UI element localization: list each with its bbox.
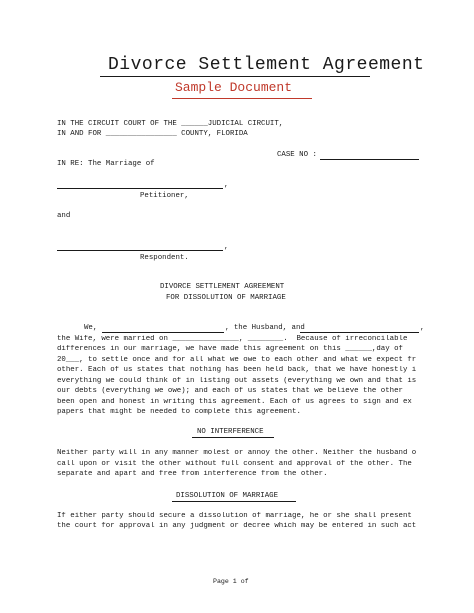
no-interference-line-2: call upon or visit the other without full consent and approval of the other. The	[57, 460, 412, 468]
petitioner-blank	[57, 188, 223, 189]
paragraph-line-3: differences in our marriage, we have made this agreement on this ______,day of	[57, 345, 403, 353]
no-interference-line-3: separate and apart and free from interference from the other.	[57, 470, 328, 478]
paragraph-line-6: everything we could think of in listing out assets (everything we own and that is	[57, 377, 417, 385]
section-heading-underline	[172, 501, 296, 502]
page-number: Page 1 of	[213, 578, 249, 585]
subtitle-underline	[172, 98, 312, 99]
title-underline	[100, 76, 370, 77]
no-interference-line-1: Neither party will in any manner molest or annoy the other. Neither the husband o	[57, 449, 417, 457]
case-number-blank	[320, 159, 419, 160]
respondent-blank	[57, 250, 223, 251]
court-line-2: IN AND FOR ________________ COUNTY, FLORIDA	[57, 130, 248, 138]
paragraph-line-9: papers that might be needed to complete this agreement.	[57, 408, 301, 416]
and-text: and	[57, 212, 71, 220]
section-heading-dissolution: DISSOLUTION OF MARRIAGE	[176, 492, 279, 500]
agreement-heading-2: FOR DISSOLUTION OF MARRIAGE	[166, 294, 286, 302]
respondent-label: Respondent.	[140, 254, 189, 262]
paragraph-line-7: our debts (everything we owe); and each of us states that we believe the other	[57, 387, 403, 395]
paragraph-line-8: been open and honest in writing this agreement. Each of us agrees to sign and ex	[57, 398, 412, 406]
paragraph-line-5: other. Each of us states that nothing has been held back, that we have honestly i	[57, 366, 417, 374]
paragraph-we: We,	[84, 324, 98, 332]
court-line-1: IN THE CIRCUIT COURT OF THE ______JUDICIAL CIRCUIT,	[57, 120, 284, 128]
document-title: Divorce Settlement Agreement	[108, 55, 425, 75]
petitioner-comma: ,	[224, 181, 229, 189]
respondent-comma: ,	[224, 243, 229, 251]
agreement-heading-1: DIVORCE SETTLEMENT AGREEMENT	[160, 283, 285, 291]
dissolution-line-1: If either party should secure a dissolution of marriage, he or she shall present	[57, 512, 412, 520]
dissolution-line-2: the court for approval in any judgment or decree which may be entered in such act	[57, 522, 417, 530]
husband-name-blank	[102, 332, 224, 333]
paragraph-line-2: the Wife, were married on _______________, ________. Because of irreconcilable	[57, 335, 408, 343]
document-subtitle: Sample Document	[175, 80, 293, 95]
petitioner-label: Petitioner,	[140, 192, 189, 200]
case-number-label: CASE NO :	[277, 151, 317, 159]
paragraph-comma: ,	[420, 324, 425, 332]
paragraph-line-4: 20___, to settle once and for all what we owe to each other and what we expect fr	[57, 356, 417, 364]
wife-name-blank	[300, 332, 419, 333]
in-re-line: IN RE: The Marriage of	[57, 160, 155, 168]
section-heading-no-interference: NO INTERFERENCE	[197, 428, 264, 436]
section-heading-underline	[192, 437, 274, 438]
paragraph-husband: , the Husband, and	[225, 324, 305, 332]
